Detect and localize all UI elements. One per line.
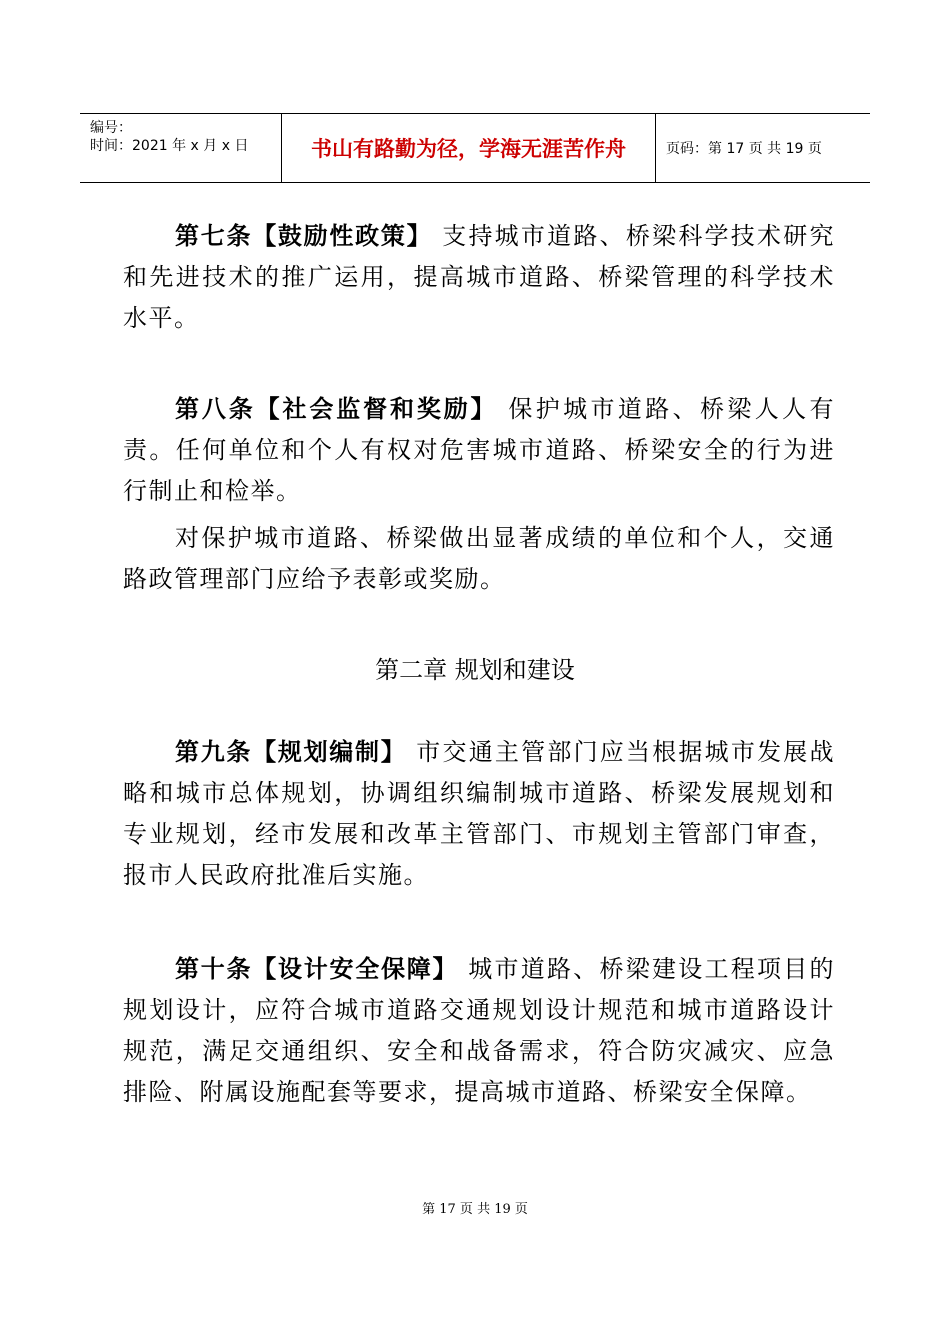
page-header	[80, 113, 870, 183]
article-9-title: 第九条【规划编制】	[175, 738, 407, 766]
page-footer: 第 17 页 共 19 页	[422, 1202, 528, 1217]
article-8-paragraph-2: 对保护城市道路、桥梁做出显著成绩的单位和个人，交通路政管理部门应给予表彰或奖励。	[123, 524, 835, 593]
code-label: 编号：	[90, 120, 132, 136]
article-10	[123, 949, 835, 1113]
chapter-heading: 第二章 规划和建设	[375, 656, 575, 684]
article-8-title: 第八条【社会监督和奖励】	[175, 395, 498, 423]
article-10-title: 第十条【设计安全保障】	[175, 955, 459, 983]
header-meta-cell	[80, 114, 282, 182]
article-8-text: 保护城市道路、桥梁人人有责。任何单位和个人有权对危害城市道路、桥梁安全的行为进行制止和检举。	[123, 395, 835, 505]
time-label: 时间：2021 年 x 月 x 日	[90, 138, 249, 154]
article-7-text: 支持城市道路、桥梁科学技术研究和先进技术的推广运用，提高城市道路、桥梁管理的科学技术水平。	[123, 222, 835, 332]
header-page-label: 页码：第 17 页 共 19 页	[666, 141, 822, 157]
article-9-text: 市交通主管部门应当根据城市发展战略和城市总体规划，协调组织编制城市道路、桥梁发展规划和专业规划，经市发展和改革主管部门、市规划主管部门审查，报市人民政府批准后实施。	[123, 738, 835, 889]
article-7-title: 第七条【鼓励性政策】	[175, 222, 433, 250]
article-10-text: 城市道路、桥梁建设工程项目的规划设计，应符合城市道路交通规划设计规范和城市道路设计规范，满足交通组织、安全和战备需求，符合防灾减灾、应急排险、附属设施配套等要求，提高城市道路、桥梁安全保障。	[123, 955, 836, 1106]
article-9	[123, 732, 835, 896]
header-motto: 书山有路勤为径，学海无涯苦作舟	[282, 114, 656, 182]
article-7	[123, 216, 835, 339]
article-8	[123, 389, 835, 512]
